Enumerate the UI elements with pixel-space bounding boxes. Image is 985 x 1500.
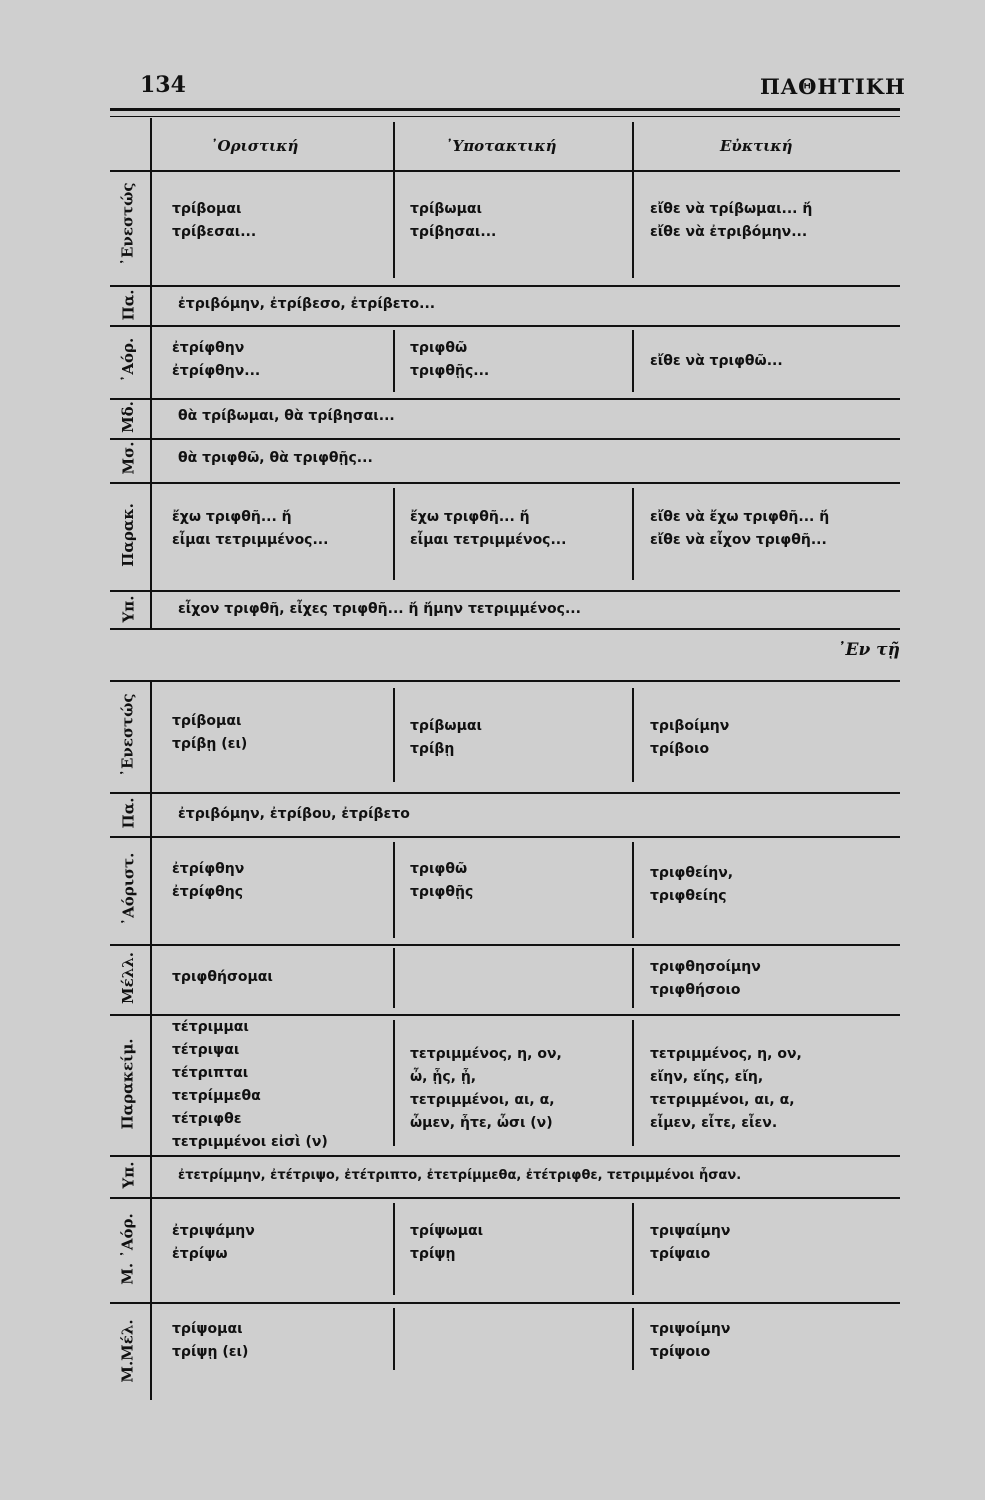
row-rule: [110, 1302, 900, 1304]
row-label: ᾿Αόριστ.: [119, 852, 138, 926]
row-label: ᾿Ενεστώς: [119, 693, 137, 777]
col-divider: [632, 842, 634, 938]
cell-optative: εἴθε νὰ ἔχω τριφθῆ... ἤ εἴθε νὰ εἶχον τριφθῆ...: [650, 509, 830, 548]
cell-subjunctive: ἔχω τριφθῆ... ἤ εἶμαι τετριμμένος...: [410, 509, 567, 548]
col-divider: [393, 330, 395, 392]
label-divider: [150, 118, 152, 628]
col-divider: [393, 1308, 395, 1370]
row-label: Υπ.: [118, 595, 137, 623]
section-heading: ᾿Εν τῇ: [837, 640, 900, 660]
cell-indicative: τρίβομαι τρίβῃ (ει): [172, 713, 248, 752]
col-divider: [632, 330, 634, 392]
row-rule: [110, 325, 900, 327]
row-rule: [110, 285, 900, 287]
col-divider: [393, 1020, 395, 1146]
col-divider: [632, 688, 634, 782]
row-label: Πα.: [119, 289, 137, 321]
row-rule: [110, 628, 900, 630]
cell-subjunctive: τρίβωμαι τρίβῃ: [410, 718, 482, 757]
cell-indicative: ἔχω τριφθῆ... ἤ εἶμαι τετριμμένος...: [172, 509, 329, 548]
column-header-subjunctive: ᾿Υποτακτική: [445, 137, 557, 155]
row-label: Παρακείμ.: [119, 1038, 137, 1130]
page-title: ΠΑΘΗΤΙΚΗ: [760, 74, 906, 99]
cell-optative: τριφθησοίμην τριφθήσοιο: [650, 959, 761, 998]
cell-optative: τριβοίμην τρίβοιο: [650, 718, 730, 757]
row-label: Μδ.: [119, 401, 137, 433]
label-divider: [150, 680, 152, 1400]
row-label: ᾿Αόρ.: [119, 337, 137, 383]
row-label: ᾿Ενεστώς: [119, 182, 137, 266]
cell-indicative: τέτριμμαι τέτριψαι τέτριπται τετρίμμεθα τέτριφθε τετριμμένοι εἰσὶ (ν): [172, 1019, 328, 1150]
cell-full: εἶχον τριφθῆ, εἶχες τριφθῆ... ἤ ἤμην τετριμμένος...: [178, 601, 581, 617]
row-rule: [110, 1155, 900, 1157]
row-rule: [110, 438, 900, 440]
cell-full: ἐτριβόμην, ἐτρίβου, ἐτρίβετο: [178, 806, 410, 822]
cell-subjunctive: τρίβωμαι τρίβησαι...: [410, 201, 497, 240]
col-divider: [632, 122, 634, 278]
col-divider: [632, 488, 634, 580]
cell-indicative: τρίψομαι τρίψῃ (ει): [172, 1321, 249, 1360]
col-divider: [393, 688, 395, 782]
cell-indicative: τριφθήσομαι: [172, 969, 273, 985]
row-rule: [110, 944, 900, 946]
row-rule: [110, 680, 900, 682]
col-divider: [393, 948, 395, 1008]
col-divider: [393, 488, 395, 580]
cell-full: ἐτετρίμμην, ἐτέτριψο, ἐτέτριπτο, ἐτετρίμμεθα, ἐτέτριφθε, τετριμμένοι ἦσαν.: [178, 1168, 742, 1183]
cell-optative: τριψαίμην τρίψαιο: [650, 1223, 731, 1262]
col-divider: [393, 842, 395, 938]
top-rule: [110, 108, 900, 111]
col-divider: [632, 1203, 634, 1295]
row-label: Μσ.: [118, 441, 137, 475]
row-label: Παρακ.: [119, 503, 138, 567]
top-rule-2: [110, 116, 900, 117]
row-rule: [110, 398, 900, 400]
cell-optative: τριψοίμην τρίψοιο: [650, 1321, 731, 1360]
page-number: 134: [140, 72, 186, 98]
cell-indicative: ἐτρίφθην ἐτρίφθης: [172, 861, 245, 900]
row-rule: [110, 792, 900, 794]
cell-optative: εἴθε νὰ τρίβωμαι... ἤ εἴθε νὰ ἐτριβόμην...: [650, 201, 813, 240]
row-label: Μ. ᾿Αόρ.: [119, 1212, 138, 1285]
row-label: Μέλλ.: [119, 952, 138, 1004]
col-divider: [393, 122, 395, 278]
row-rule: [110, 170, 900, 172]
row-label: Υπ.: [118, 1161, 137, 1189]
cell-subjunctive: τετριμμένος, η, ον, ὦ, ᾖς, ᾖ, τετριμμένοι, αι, α, ὦμεν, ἦτε, ὦσι (ν): [410, 1046, 562, 1131]
col-divider: [632, 948, 634, 1008]
cell-optative: τετριμμένος, η, ον, εἴην, εἴης, εἴη, τετριμμένοι, αι, α, εἶμεν, εἶτε, εἶεν.: [650, 1046, 802, 1131]
row-label: Μ.Μέλ.: [119, 1319, 138, 1383]
cell-indicative: ἐτρίφθην ἐτρίφθην...: [172, 340, 261, 379]
cell-subjunctive: τρίψωμαι τρίψῃ: [410, 1223, 484, 1262]
row-rule: [110, 836, 900, 838]
cell-full: θὰ τριφθῶ, θὰ τριφθῇς...: [178, 450, 373, 466]
row-rule: [110, 1197, 900, 1199]
col-divider: [632, 1020, 634, 1146]
cell-indicative: τρίβομαι τρίβεσαι...: [172, 201, 257, 240]
cell-subjunctive: τριφθῶ τριφθῇς: [410, 861, 474, 900]
col-divider: [393, 1203, 395, 1295]
row-rule: [110, 482, 900, 484]
row-label: Πα.: [119, 797, 137, 829]
row-rule: [110, 590, 900, 592]
cell-full: θὰ τρίβωμαι, θὰ τρίβησαι...: [178, 408, 395, 424]
cell-optative: τριφθείην, τριφθείης: [650, 865, 734, 904]
col-divider: [632, 1308, 634, 1370]
column-header-optative: Εὐκτική: [720, 137, 793, 155]
cell-full: ἐτριβόμην, ἐτρίβεσο, ἐτρίβετο...: [178, 296, 436, 312]
cell-subjunctive: τριφθῶ τριφθῇς...: [410, 340, 490, 379]
cell-indicative: ἐτριψάμην ἐτρίψω: [172, 1223, 255, 1262]
cell-optative: εἴθε νὰ τριφθῶ...: [650, 353, 783, 369]
column-header-indicative: ᾿Οριστική: [210, 137, 299, 155]
